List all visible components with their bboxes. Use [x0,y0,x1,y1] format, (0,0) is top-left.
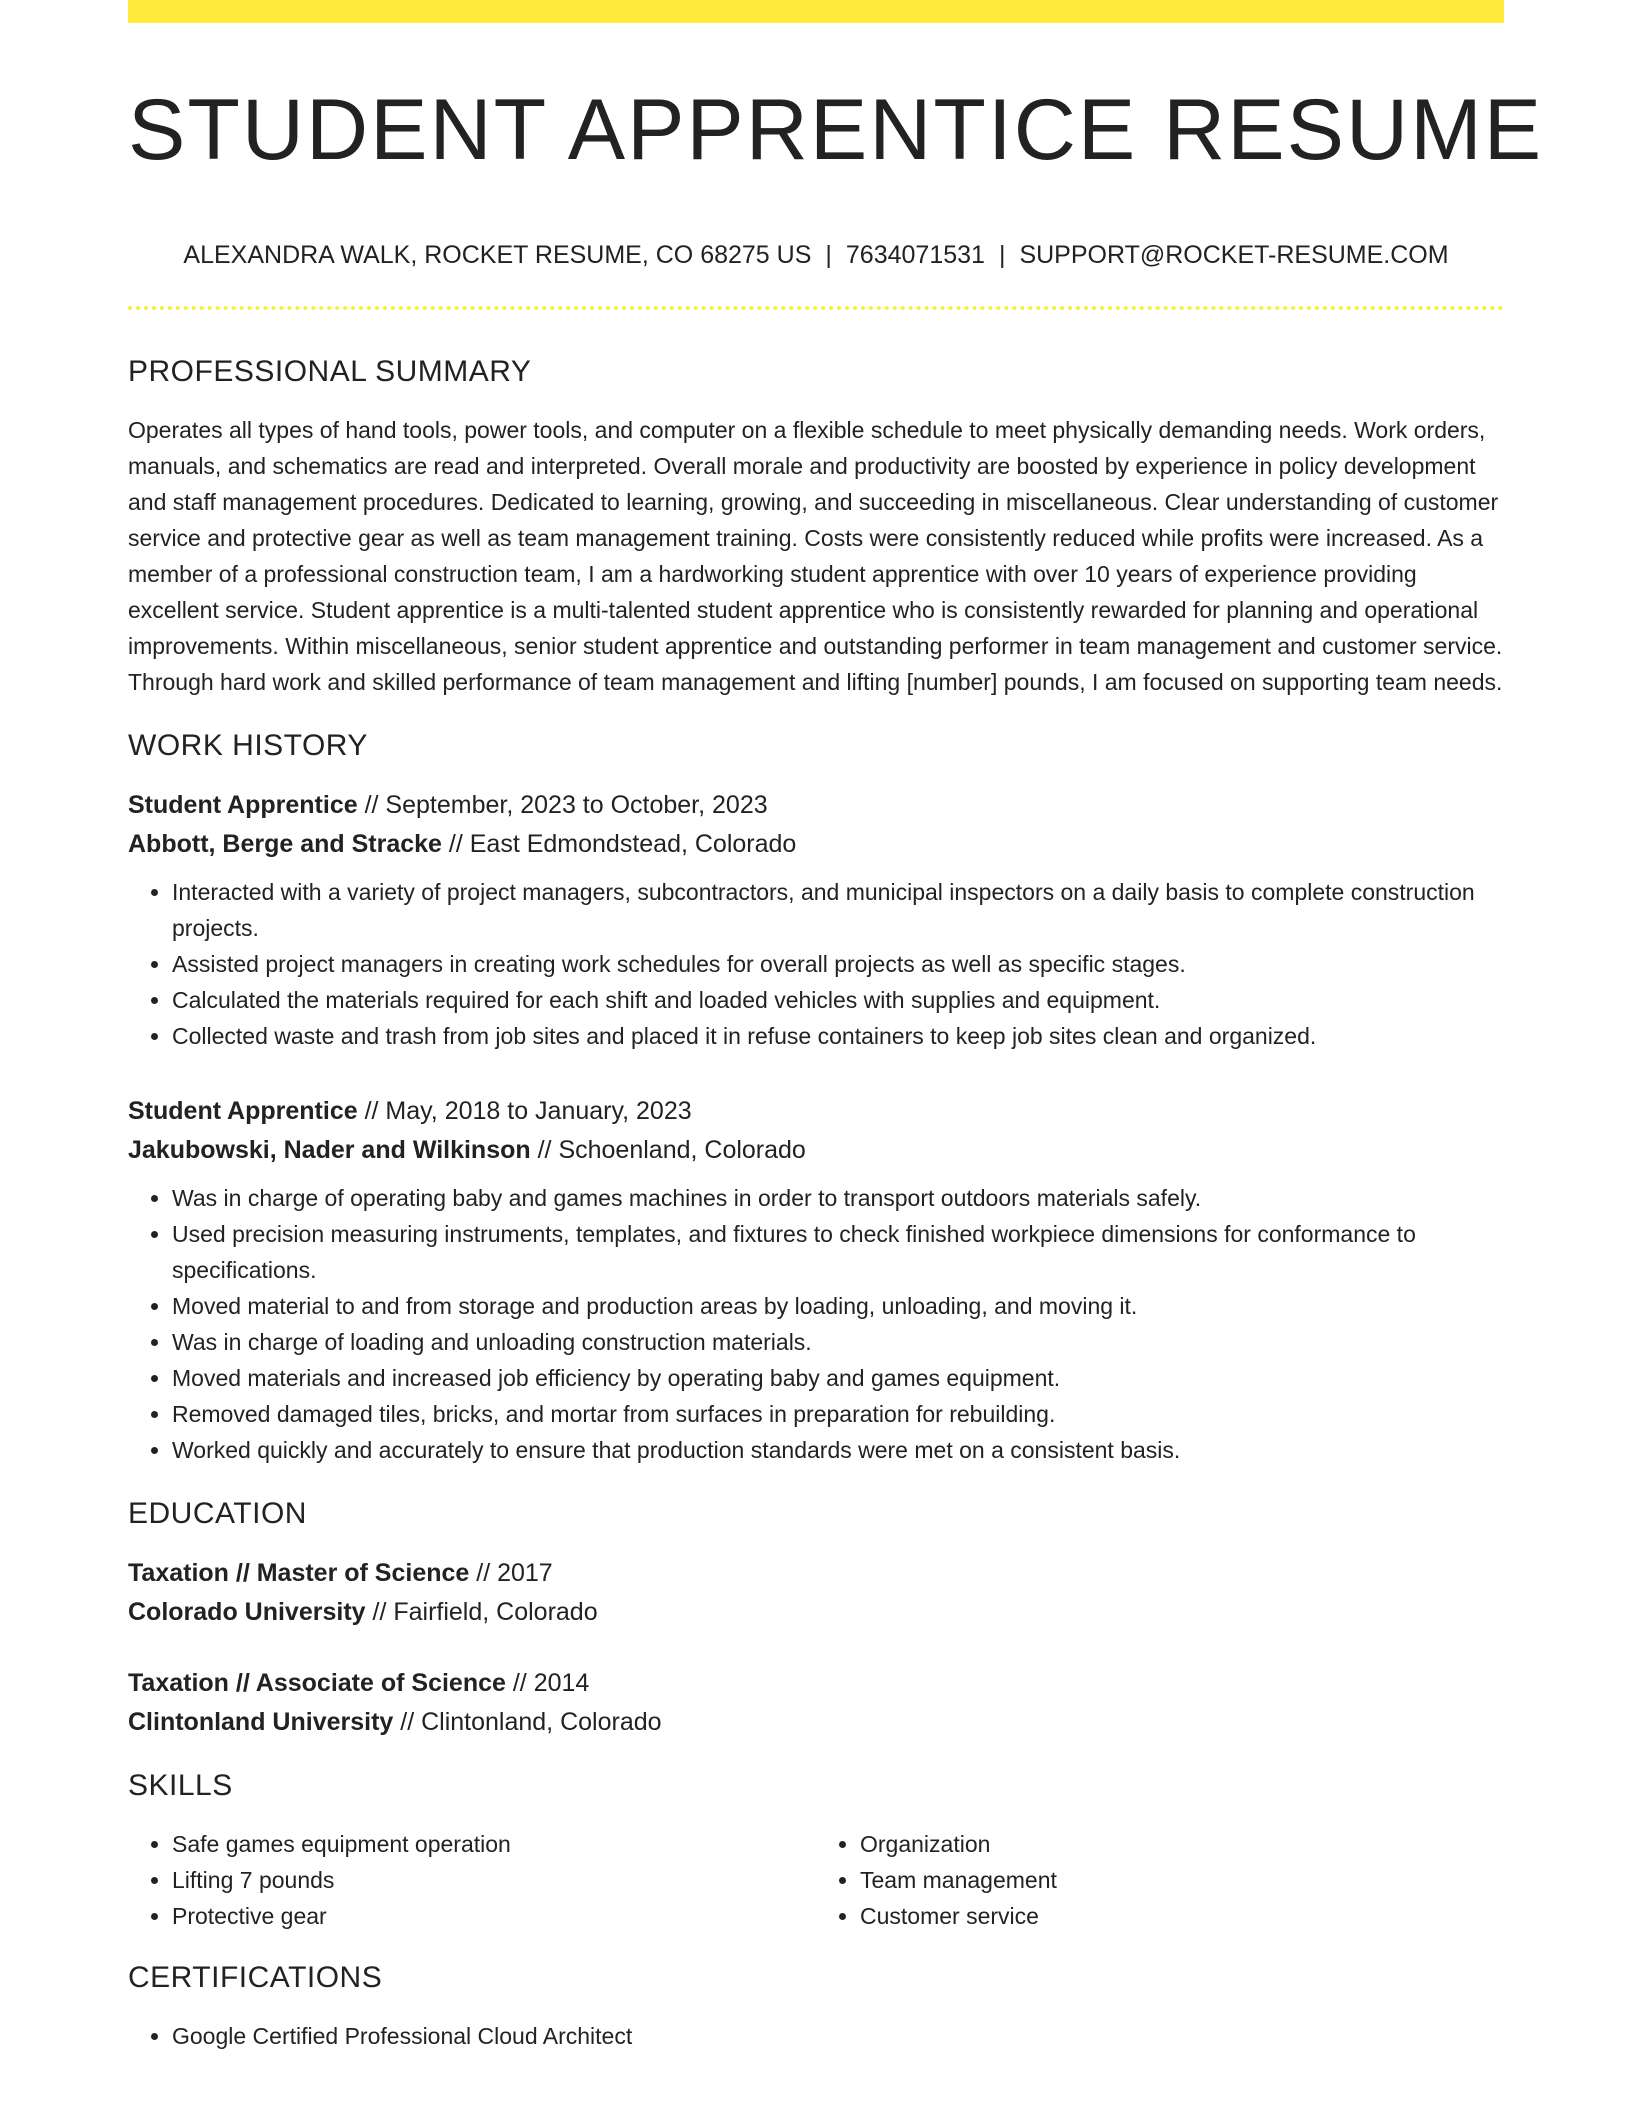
education-year: // 2017 [469,1559,553,1587]
education-entry [128,1664,1504,1742]
job-title: Student Apprentice [128,1097,358,1125]
resume-page [128,0,1544,2112]
work-history-heading: WORK HISTORY [128,729,368,762]
job-title: Student Apprentice [128,791,358,819]
job-duty: • Collected waste and trash from job sites and placed it in refuse containers to keep job sites clean and organized. [172,1018,1504,1054]
job-dates: // May, 2018 to January, 2023 [357,1097,692,1125]
skill-item: • Lifting 7 pounds [172,1862,816,1898]
job-location: // East Edmondstead, Colorado [441,830,797,858]
education-location: // Fairfield, Colorado [365,1598,598,1626]
education-school-line [128,1703,1504,1742]
education-degree-line [128,1554,1504,1593]
education-section [128,1494,1504,1742]
education-degree-line [128,1664,1504,1703]
header-divider [128,306,1504,310]
resume-content [128,352,1504,2054]
skills-heading: SKILLS [128,1769,233,1802]
education-heading: EDUCATION [128,1497,307,1530]
skill-item: • Customer service [860,1898,1504,1934]
skill-item: • Safe games equipment operation [172,1826,816,1862]
skill-item: • Protective gear [172,1898,816,1934]
contact-separator: | [998,241,1006,269]
contact-separator: | [825,241,832,269]
job-company: Jakubowski, Nader and Wilkinson [128,1136,531,1164]
job-dates: // September, 2023 to October, 2023 [357,791,768,819]
job-duty: • Assisted project managers in creating work schedules for overall projects as well as specific stages. [172,946,1504,982]
job-duty: • Moved materials and increased job efficiency by operating baby and games equipment. [172,1360,1504,1396]
job-title-line [128,786,1504,825]
skills-list-left [128,1826,816,1934]
education-year: // 2014 [505,1669,590,1697]
job-entry [128,1092,1504,1468]
job-company-line [128,825,1504,864]
education-school-line [128,1593,1504,1632]
contact-address: ALEXANDRA WALK, ROCKET RESUME, CO 68275 US [183,241,812,269]
certifications-list [128,2018,1504,2054]
contact-email: SUPPORT@ROCKET-RESUME.COM [1019,241,1449,269]
job-duty: • Interacted with a variety of project managers, subcontractors, and municipal inspectors on a daily basis to complete construction projects. [172,874,1504,946]
job-duty: • Worked quickly and accurately to ensure that production standards were met on a consistent basis. [172,1432,1504,1468]
skills-list-right [816,1826,1504,1934]
job-duty: • Was in charge of operating baby and games machines in order to transport outdoors materials safely. [172,1180,1504,1216]
job-entry [128,786,1504,1054]
job-title-line [128,1092,1504,1131]
skill-item: • Organization [860,1826,1504,1862]
education-entry [128,1554,1504,1632]
contact-line [128,238,1504,272]
job-duties-list [128,874,1504,1054]
education-school: Colorado University [128,1598,366,1626]
contact-phone: 7634071531 [845,241,985,269]
summary-text: Operates all types of hand tools, power tools, and computer on a flexible schedule to meet physically demanding needs. Work orders, manuals, and schematics are read and interpreted. Overall morale and productivity are boosted by experience in policy development and staff management procedures. Dedicated to learning, growing, and succeeding in miscellaneous. Clear understanding of customer service and protective gear as well as team management training. Costs were consistently reduced while profits were increased. As a member of a professional construction team, I am a hardworking student apprentice with over 10 years of experience providing excellent service. Student apprentice is a multi-talented student apprentice who is consistently rewarded for planning and operational improvements. Within miscellaneous, senior student apprentice and outstanding performer in team management and customer service. Through hard work and skilled performance of team management and lifting [number] pounds, I am focused on supporting team needs. [128,417,1503,695]
certifications-section [128,1958,1504,2054]
resume-title: STUDENT APPRENTICE RESUME [128,82,1544,178]
skill-item: • Team management [860,1862,1504,1898]
work-history-section [128,726,1504,1468]
accent-top-bar [128,0,1504,23]
certification-item: • Google Certified Professional Cloud Architect [172,2018,1504,2054]
job-company: Abbott, Berge and Stracke [128,830,442,858]
education-school: Clintonland University [128,1708,394,1736]
job-duty: • Calculated the materials required for each shift and loaded vehicles with supplies and equipment. [172,982,1504,1018]
skills-section [128,1766,1504,1934]
education-degree: Taxation // Associate of Science [128,1669,506,1697]
job-location: // Schoenland, Colorado [530,1136,806,1164]
education-location: // Clintonland, Colorado [393,1708,662,1736]
education-degree: Taxation // Master of Science [128,1559,470,1587]
skills-columns [128,1826,1504,1934]
summary-section [128,352,1504,700]
job-duties-list [128,1180,1504,1468]
job-company-line [128,1131,1504,1170]
certifications-heading: CERTIFICATIONS [128,1961,383,1994]
job-duty: • Used precision measuring instruments, templates, and fixtures to check finished workpiece dimensions for conformance to specifications. [172,1216,1504,1288]
job-duty: • Moved material to and from storage and production areas by loading, unloading, and moving it. [172,1288,1504,1324]
job-duty: • Was in charge of loading and unloading construction materials. [172,1324,1504,1360]
summary-heading: PROFESSIONAL SUMMARY [128,355,532,388]
job-duty: • Removed damaged tiles, bricks, and mortar from surfaces in preparation for rebuilding. [172,1396,1504,1432]
